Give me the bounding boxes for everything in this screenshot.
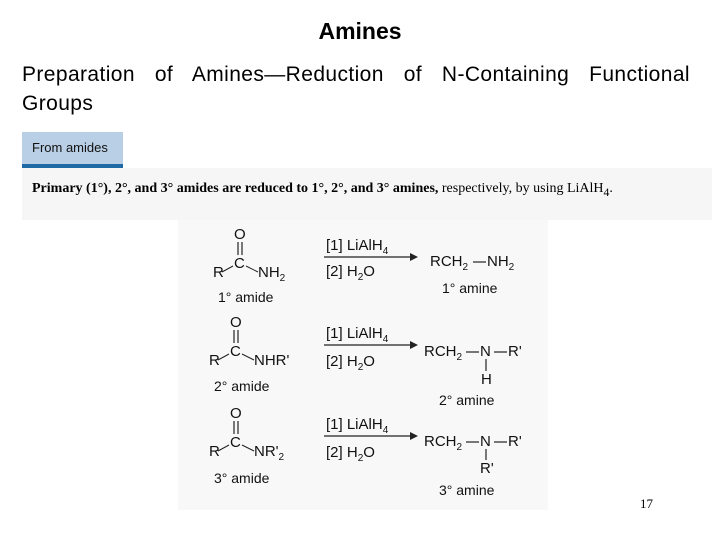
- reaction-3-reagent-1: [1] LiAlH$_4$: [326, 416, 389, 436]
- amide-1-label: 1° amide: [218, 289, 274, 305]
- slide-subtitle: Preparation of Amines—Reduction of N-Containing Functional Groups: [22, 63, 690, 115]
- description-sub: 4: [603, 185, 610, 199]
- amine-3-right: R': [508, 433, 522, 450]
- reaction-scheme: [178, 220, 548, 510]
- reaction-1: [213, 226, 515, 305]
- reaction-2-reagent-2: [2] $H_2O$: [326, 353, 375, 373]
- amide-1-r: R: [213, 264, 224, 281]
- amine-3-left: $RCH_2$: [424, 433, 463, 453]
- reaction-2: [209, 314, 522, 408]
- amine-2-below: H: [481, 371, 492, 388]
- reaction-1-reagent-1: [1] LiAlH$_4$: [326, 237, 389, 257]
- amine-1-left: $RCH_2$: [430, 253, 469, 273]
- amide-2-carbon: C: [230, 343, 241, 360]
- amine-2-right: R': [508, 343, 522, 360]
- amide-3-carbon: C: [230, 434, 241, 451]
- slide-title: Amines: [318, 18, 402, 44]
- amine-2-label: 2° amine: [439, 392, 495, 408]
- section-tab: [22, 132, 123, 168]
- reaction-2-reagent-1: [1] LiAlH$_4$: [326, 325, 389, 345]
- amide-3-substituent: $NR'_2$: [254, 443, 285, 463]
- amide-2-oxygen: O: [230, 314, 242, 331]
- amide-1-substituent: $NH_2$: [258, 264, 286, 284]
- page-number: 17: [640, 496, 653, 511]
- description-rest: respectively, by using LiAlH: [438, 181, 604, 196]
- description-text: [32, 180, 702, 202]
- amide-2-substituent: NHR': [254, 352, 290, 369]
- amide-3-oxygen: O: [230, 405, 242, 422]
- reaction-1-reagent-2: [2] $H_2O$: [326, 263, 375, 283]
- amide-2-r: R: [209, 352, 220, 369]
- amine-2-left: $RCH_2$: [424, 343, 463, 363]
- amine-2-nitrogen: N: [480, 343, 491, 360]
- amide-1-oxygen: O: [234, 226, 246, 243]
- reaction-3: [209, 405, 522, 498]
- amine-1-right: $NH_2$: [487, 253, 515, 273]
- amide-2-label: 2° amide: [214, 378, 270, 394]
- section-tab-label: From amides: [22, 132, 123, 164]
- amine-3-below: R': [480, 460, 494, 477]
- reaction-3-reagent-2: [2] $H_2O$: [326, 444, 375, 464]
- amide-3-r: R: [209, 443, 220, 460]
- amide-1-carbon: C: [234, 255, 245, 272]
- description-bold: Primary (1°), 2°, and 3° amides are reduced to 1°, 2°, and 3° amines,: [32, 181, 439, 196]
- amine-1-label: 1° amine: [442, 280, 498, 296]
- amide-3-label: 3° amide: [214, 470, 270, 486]
- amine-3-nitrogen: N: [480, 433, 491, 450]
- description-end: .: [609, 181, 613, 196]
- amine-3-label: 3° amine: [439, 482, 495, 498]
